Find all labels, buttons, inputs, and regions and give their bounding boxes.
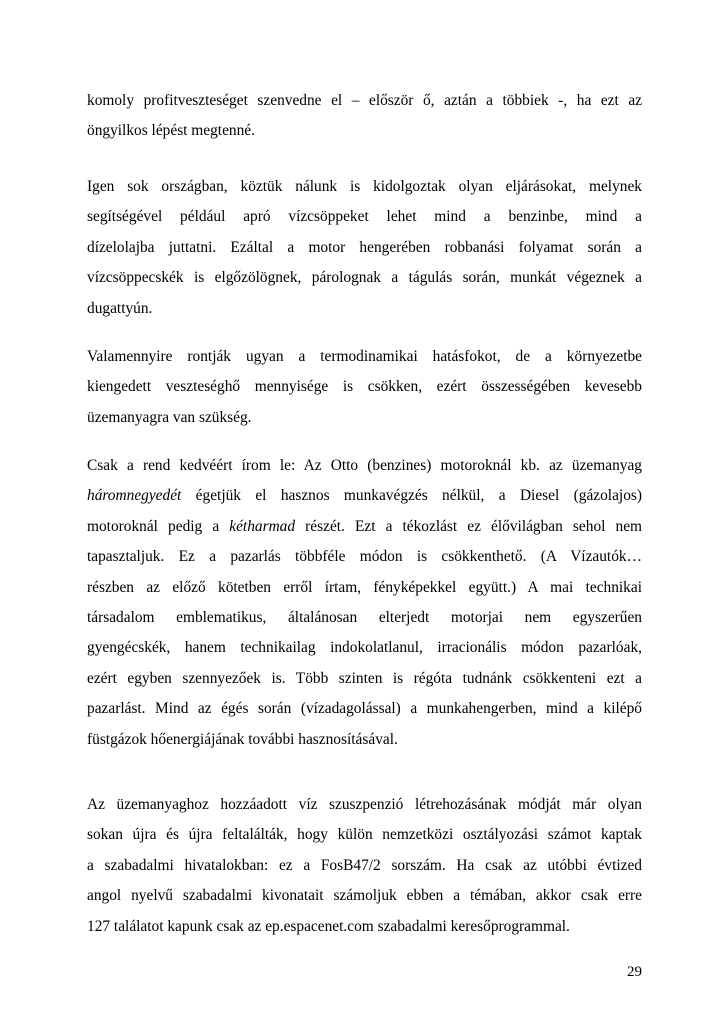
text-segment: komoly profitveszteséget szenvedne el – először ő, aztán a többiek -, ha ezt az (87, 92, 642, 109)
text-line (87, 603, 642, 633)
text-segment: dugattyún. (87, 299, 153, 317)
text-segment: öngyilkos lépést megtenné. (87, 122, 255, 140)
text-line (87, 725, 642, 755)
text-segment: részét. Ezt a tékozlást ez élővilágban sehol nem (295, 517, 642, 535)
paragraph-4 (87, 451, 642, 755)
text-line (87, 294, 642, 324)
text-line (87, 86, 642, 116)
text-line (87, 542, 642, 572)
text-line (87, 403, 642, 433)
text-line (87, 233, 642, 263)
italic-text: kétharmad (229, 517, 296, 535)
text-line (87, 851, 642, 881)
text-line (87, 202, 642, 232)
text-line (87, 342, 642, 372)
text-segment: angol nyelvű szabadalmi kivonatait számoljuk ebben a témában, akkor csak erre (87, 887, 642, 905)
text-line (87, 633, 642, 663)
text-line (87, 481, 642, 511)
text-segment: dízelolajba juttatni. Ezáltal a motor hengerében robbanási folyamat során a (87, 238, 642, 256)
text-line (87, 881, 642, 911)
text-segment: 127 találatot kapunk csak az ep.espacenet.com szabadalmi keresőprogrammal. (87, 917, 570, 935)
paragraph-2 (87, 172, 642, 324)
text-segment: üzemanyagra van szükség. (87, 408, 252, 426)
text-segment: segítségével például apró vízcsöppeket lehet mind a benzinbe, mind a (87, 208, 642, 226)
text-segment: részben az előző kötetben erről írtam, fényképekkel együtt.) A mai technikai (87, 578, 642, 596)
text-segment: ezért egyben szennyezőek is. Több szinten is régóta tudnánk csökkenteni ezt a (87, 669, 642, 687)
text-segment: égetjük el hasznos munkavégzés nélkül, a Diesel (gázolajos) (181, 487, 642, 505)
italic-text: háromnegyedét (87, 487, 182, 505)
text-line (87, 372, 642, 402)
text-segment: vízcsöppecskék is elgőzölögnek, párolognak a tágulás során, munkát végeznek a (87, 269, 642, 287)
text-segment: füstgázok hőenergiájának további hasznosításával. (87, 730, 398, 748)
text-line (87, 694, 642, 724)
page-number: 29 (627, 964, 642, 980)
text-segment: Valamennyire rontják ugyan a termodinamikai hatásfokot, de a környezetbe (87, 348, 642, 365)
text-segment: kiengedett veszteséghő mennyisége is csökken, ezért összességében kevesebb (87, 378, 642, 396)
text-line (87, 790, 642, 820)
text-line (87, 263, 642, 293)
text-line (87, 912, 642, 942)
text-segment: Az üzemanyaghoz hozzáadott víz szuszpenzió létrehozásának módját már olyan (87, 796, 642, 813)
text-segment: Csak a rend kedvéért írom le: Az Otto (benzines) motoroknál kb. az üzemanyag (87, 457, 642, 474)
text-line (87, 451, 642, 481)
text-segment: Igen sok országban, köztük nálunk is kidolgoztak olyan eljárásokat, melynek (87, 178, 642, 195)
text-segment: sokan újra és újra feltalálták, hogy külön nemzetközi osztályozási számot kaptak (87, 826, 642, 844)
text-segment: társadalom emblematikus, általánosan elterjedt motorjai nem egyszerűen (87, 608, 642, 626)
text-line (87, 116, 642, 146)
paragraph-3 (87, 342, 642, 433)
paragraph-1 (87, 86, 642, 147)
text-segment: motoroknál pedig a (87, 517, 230, 535)
text-line (87, 172, 642, 202)
text-line (87, 512, 642, 542)
text-segment: pazarlást. Mind az égés során (vízadagolással) a munkahengerben, mind a kilépő (87, 700, 642, 718)
text-line (87, 573, 642, 603)
text-segment: a szabadalmi hivatalokban: ez a FosB47/2 sorszám. Ha csak az utóbbi évtized (87, 856, 642, 874)
paragraph-5 (87, 790, 642, 942)
text-segment: tapasztaljuk. Ez a pazarlás többféle módon is csökkenthető. (A Vízautók… (87, 548, 642, 566)
text-segment: gyengécskék, hanem technikailag indokolatlanul, irracionális módon pazarlóak, (87, 639, 642, 657)
text-line (87, 820, 642, 850)
text-line (87, 664, 642, 694)
